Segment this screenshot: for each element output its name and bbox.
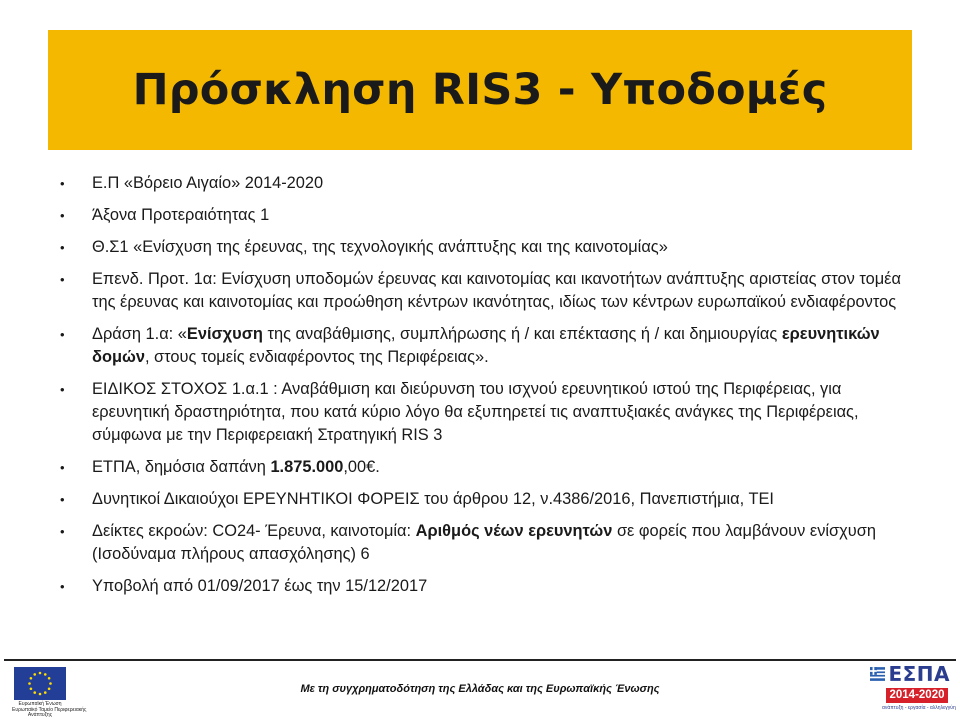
bullet-dot-icon: • [60,327,65,342]
bullet-item [58,268,908,314]
bullet-dot-icon: • [60,524,65,539]
espa-wordmark: ΕΣΠΑ [888,662,950,686]
bullet-text: Δυνητικοί Δικαιούχοι ΕΡΕΥΝΗΤΙΚΟΙ ΦΟΡΕΙΣ του άρθρου 12, ν.4386/2016, Πανεπιστήμια, ΤΕΙ [92,490,774,508]
title-band [48,30,912,150]
greek-flag-icon [870,666,885,682]
espa-tagline: ανάπτυξη - εργασία - αλληλεγγύη [882,705,956,711]
eu-star-icon [44,673,47,676]
eu-star-icon [39,672,42,675]
espa-logo [870,662,956,718]
bullet-item [58,204,908,227]
bullet-item [58,378,908,447]
bullet-text: Δράση 1.α: « [92,325,187,343]
bullet-text: , στους τομείς ενδιαφέροντος της Περιφέρειας». [144,348,489,366]
bullet-text: ΕΙΔΙΚΟΣ ΣΤΟΧΟΣ 1.α.1 : Αναβάθμιση και διεύρυνση του ισχνού ερευνητικού ιστού της Περιφέρειας, για ερευνητική δραστηριότητα, που κατά κύριο λόγο θα εξυπηρετεί τις αναπτυξιακές ανάγκες της Περιφέρειας, σύμφωνα με την Περιφερειακή Στρατηγική RIS 3 [92,380,859,444]
bullet-item [58,236,908,259]
bullet-text: Δείκτες εκροών: CO24- Έρευνα, καινοτομία: [92,522,416,540]
bullet-text: Επενδ. Προτ. 1α: Ενίσχυση υποδομών έρευνας και καινοτομίας και ικανοτήτων ανάπτυξης αριστείας στον τομέα της έρευνας και καινοτομίας και προώθηση κέντρων ικανότητας, ιδίως των κέντρων ευρωπαϊκού ενδιαφέροντος [92,270,901,311]
bullet-text: Θ.Σ1 «Ενίσχυση της έρευνας, της τεχνολογικής ανάπτυξης και της καινοτομίας» [92,238,668,256]
bullet-list [58,172,908,607]
bullet-item [58,575,908,598]
bullet-text-bold: Ενίσχυση [186,325,263,343]
bullet-dot-icon: • [60,240,65,255]
bullet-text: Άξονα Προτεραιότητας 1 [92,206,270,224]
bullet-text-bold: 1.875.000 [270,458,344,476]
eu-star-icon [30,677,33,680]
bullet-text: Ε.Π «Βόρειο Αιγαίο» 2014-2020 [92,174,324,192]
bullet-text: ΕΤΠΑ, δημόσια δαπάνη [92,458,271,476]
bullet-dot-icon: • [60,176,65,191]
bullet-text: ,00€. [343,458,380,476]
bullet-item [58,172,908,195]
bullet-text: σε φορείς που λαμβάνουν ενίσχυση (Ισοδύναμα πλήρους απασχόλησης) 6 [92,522,876,563]
bullet-item [58,488,908,511]
bullet-text: Υποβολή από 01/09/2017 έως την 15/12/2017 [92,577,428,595]
eu-star-icon [33,673,36,676]
bullet-item [58,520,908,566]
bullet-dot-icon: • [60,579,65,594]
bullet-dot-icon: • [60,272,65,287]
slide-title: Πρόσκληση RIS3 - Υποδομές [132,65,828,115]
bullet-item [58,323,908,369]
espa-years: 2014-2020 [886,688,948,703]
bullet-dot-icon: • [60,460,65,475]
eu-star-icon [48,677,51,680]
bullet-item [58,456,908,479]
bullet-dot-icon: • [60,492,65,507]
bullet-text-bold: ερευνητικών δομών [92,325,880,366]
cofunding-text: Με τη συγχρηματοδότηση της Ελλάδας και της Ευρωπαϊκής Ένωσης [300,683,660,695]
bullet-dot-icon: • [60,208,65,223]
footer-divider [4,659,956,661]
bullet-text: της αναβάθμισης, συμπλήρωσης ή / και επέκτασης ή / και δημιουργίας [262,325,782,343]
eu-caption: Ευρωπαϊκή Ένωση Ευρωπαϊκό Ταμείο Περιφερειακής Ανάπτυξης [12,701,87,718]
bullet-dot-icon: • [60,382,65,397]
bullet-text-bold: Αριθμός νέων ερευνητών [415,522,613,540]
